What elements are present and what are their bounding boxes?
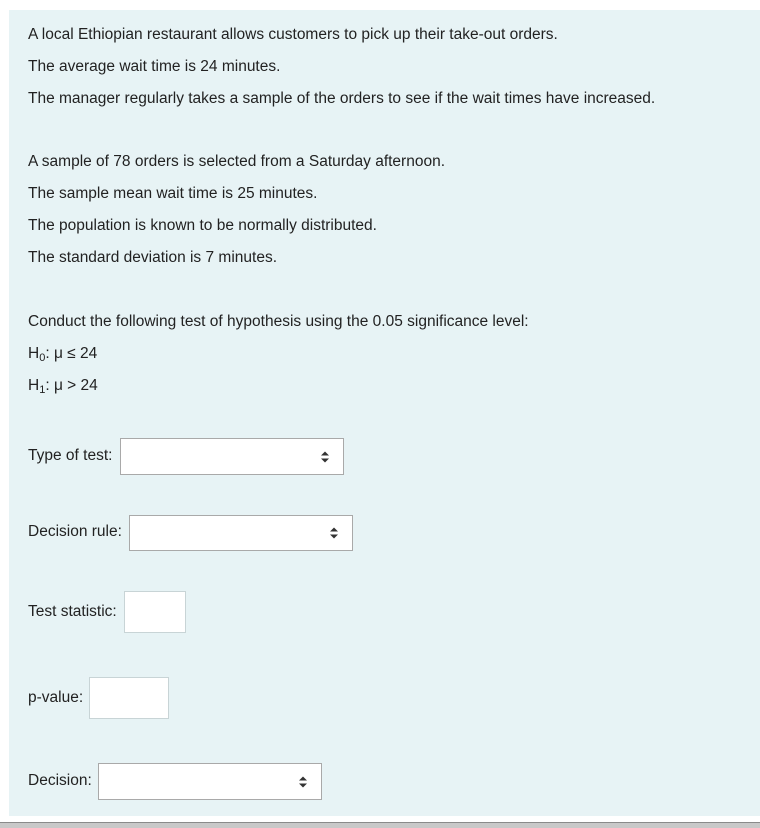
h0-subscript: 0 (39, 352, 46, 364)
h1-subscript: 1 (39, 384, 46, 396)
h0-relation: : μ ≤ 24 (45, 345, 98, 362)
null-hypothesis (28, 345, 97, 363)
bottom-scroll-edge (0, 823, 760, 828)
sample-line-4: The standard deviation is 7 minutes. (28, 249, 277, 266)
alternative-hypothesis (28, 377, 98, 395)
decision-rule-label: Decision rule: (28, 523, 122, 540)
up-down-arrows-icon (299, 776, 307, 787)
test-statistic-input[interactable] (124, 591, 186, 633)
test-statistic-label: Test statistic: (28, 603, 117, 620)
type-of-test-select[interactable] (120, 438, 344, 475)
sample-line-2: The sample mean wait time is 25 minutes. (28, 185, 318, 202)
h0-letter: H (28, 345, 40, 362)
intro-line-3: The manager regularly takes a sample of the orders to see if the wait times have increased. (28, 90, 656, 107)
intro-line-1: A local Ethiopian restaurant allows customers to pick up their take-out orders. (28, 26, 558, 43)
p-value-label: p-value: (28, 689, 84, 706)
type-of-test-label: Type of test: (28, 447, 113, 464)
intro-line-2: The average wait time is 24 minutes. (28, 58, 281, 75)
up-down-arrows-icon (321, 451, 329, 462)
h1-letter: H (28, 377, 40, 394)
sample-line-1: A sample of 78 orders is selected from a Saturday afternoon. (28, 153, 446, 170)
p-value-input[interactable] (89, 677, 169, 719)
instruction-text: Conduct the following test of hypothesis using the 0.05 significance level: (28, 313, 529, 330)
h1-relation: : μ > 24 (45, 377, 98, 394)
decision-select[interactable] (98, 763, 322, 800)
sample-line-3: The population is known to be normally distributed. (28, 217, 377, 234)
decision-label: Decision: (28, 772, 92, 789)
decision-rule-select[interactable] (129, 515, 353, 551)
up-down-arrows-icon (330, 528, 338, 539)
